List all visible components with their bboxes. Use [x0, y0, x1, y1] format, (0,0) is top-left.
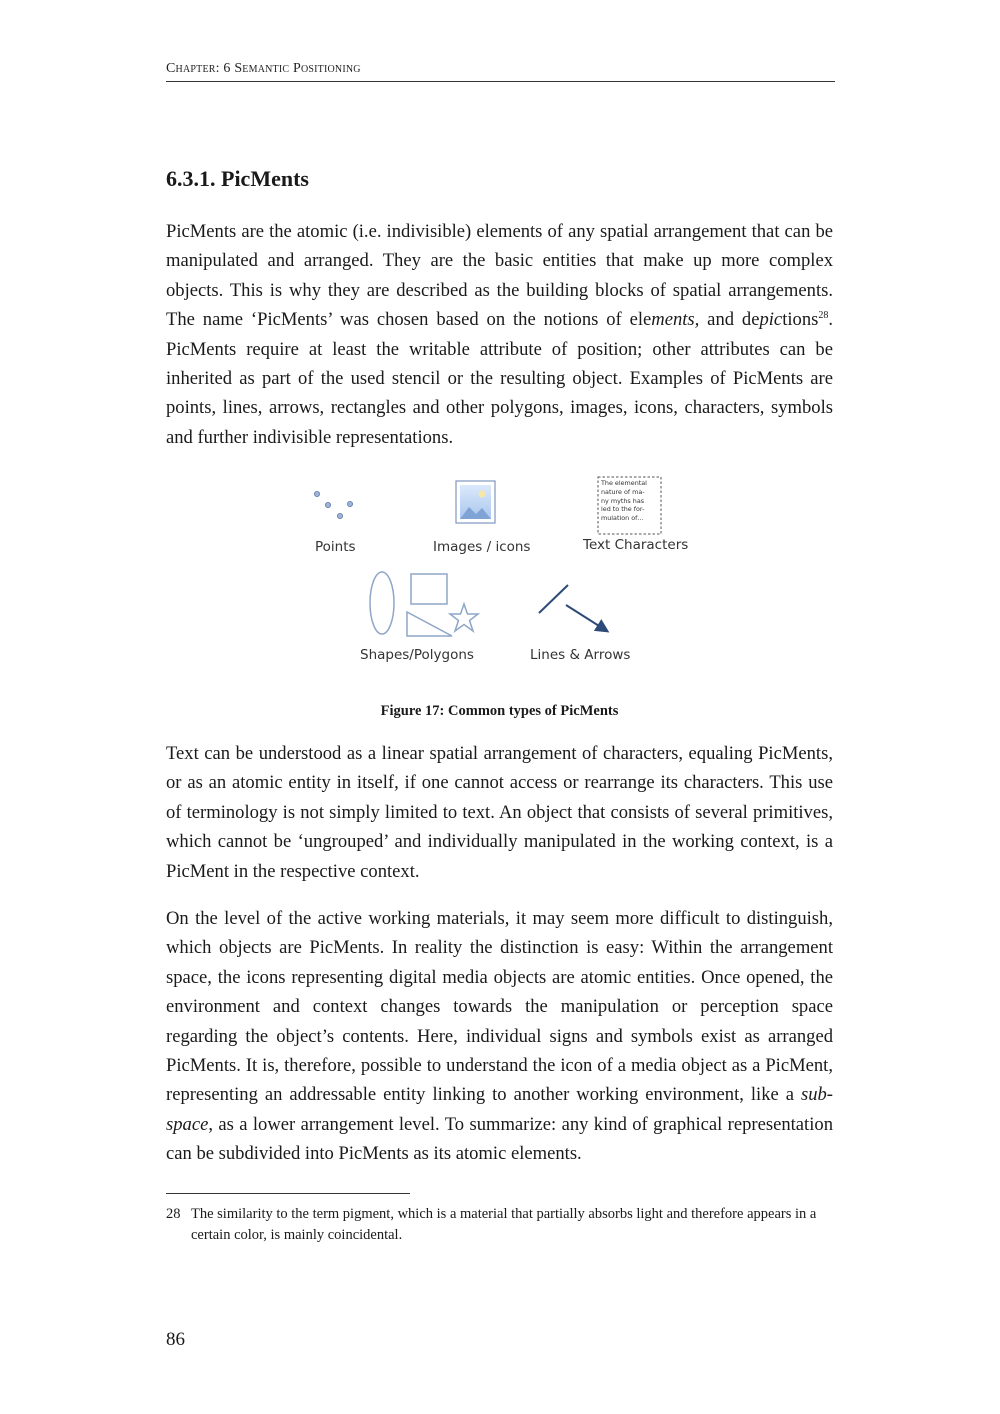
p1-italic-pic: pic [759, 309, 783, 331]
p1-text-2: and de [699, 309, 760, 331]
footnote-divider [166, 1193, 410, 1194]
p1-text-3: tions [782, 309, 819, 331]
label-points: Points [315, 539, 356, 555]
paragraph-3 [166, 904, 833, 1169]
figure-picments [290, 470, 710, 680]
point-dot [347, 501, 352, 506]
p3-italic-sub-space: sub-space [166, 1084, 833, 1135]
text-box-line: nature of ma- [601, 487, 645, 496]
point-dot [337, 513, 342, 518]
point-dot [314, 491, 319, 496]
ellipse-shape [370, 572, 394, 634]
label-lines-arrows: Lines & Arrows [530, 647, 631, 663]
arrow-shape [566, 605, 607, 631]
triangle-shape [407, 612, 452, 636]
label-shapes-polygons: Shapes/Polygons [360, 647, 474, 663]
footnote-number: 28 [166, 1206, 181, 1222]
star-shape [450, 604, 478, 631]
p1-text-1: PicMents are the atomic (i.e. indivisible) elements of any spatial arrangement that can be manipulated and arranged. They are the basic entities that make up more complex objects. This is why they are described as the building blocks of spatial arrangements. The name ‘PicMents’ was chosen based on the notions of ele [166, 221, 833, 331]
text-box-content [601, 479, 661, 523]
text-box-line: The elemental [601, 479, 647, 487]
figure-caption: Figure 17: Common types of PicMents [380, 703, 619, 719]
p3-text-1: On the level of the active working materials, it may seem more difficult to distinguish, which objects are PicMents. In reality the distinction is easy: Within the arrangement space, the icons representing digital media objects are atomic entities. Once opened, the environment and context changes towards the manipulation or perception space regarding the object’s contents. Here, individual signs and symbols exist as arranged PicMents. It is, therefore, possible to understand the icon of a media object as a PicMent, representing an addressable entity linking to another working environment, like a [166, 908, 833, 1106]
text-box-line: led to the for- [601, 505, 645, 514]
image-icon [456, 481, 495, 523]
section-title: 6.3.1. PicMents [166, 166, 309, 191]
paragraph-2: Text can be understood as a linear spatial arrangement of characters, equaling PicMents, or as an atomic entity in itself, if one cannot access or rearrange its characters. This use of terminology is not simply limited to text. An object that consists of several primitives, which cannot be ‘ungrouped’ and individually manipulated in the working context, is a PicMent in the respective context. [166, 743, 833, 882]
text-box-line: ny myths has [601, 496, 645, 505]
paragraph-1 [166, 217, 833, 452]
text-box-line: mulation of… [601, 514, 644, 523]
footnote [166, 1204, 833, 1246]
running-header: Chapter: 6 Semantic Positioning [166, 61, 835, 82]
footnote-ref[interactable]: 28 [818, 310, 829, 322]
label-images-icons: Images / icons [433, 539, 531, 555]
line-shape [539, 585, 568, 613]
footnote-text: The similarity to the term pigment, which is a material that partially absorbs light and therefore appears in a certain color, is mainly coincidental. [191, 1206, 817, 1243]
point-dot [325, 502, 330, 507]
page-number: 86 [166, 1329, 185, 1350]
p1-text-4: . PicMents require at least the writable attribute of position; other attributes can be inherited as part of the used stencil or the resulting object. Examples of PicMents are points, lines, arrows, rectangles and other polygons, images, icons, characters, symbols and further indivisible representations. [166, 309, 834, 448]
p1-italic-ments: ments, [651, 309, 700, 331]
rectangle-shape [411, 574, 447, 604]
label-text-characters: Text Characters [583, 537, 689, 553]
p3-text-2: , as a lower arrangement level. To summarize: any kind of graphical representation can be subdivided into PicMents as its atomic elements. [166, 1113, 833, 1165]
